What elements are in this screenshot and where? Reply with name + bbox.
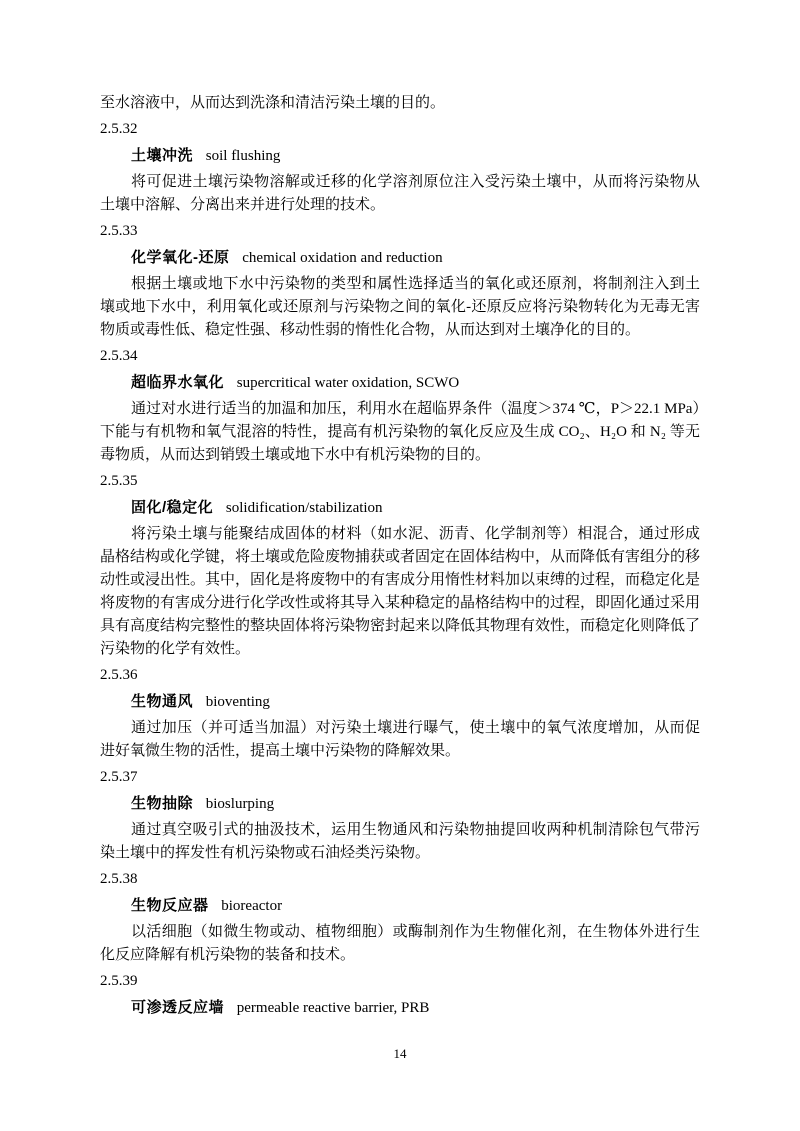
- term-line: [100, 246, 700, 270]
- term-english: supercritical water oxidation, SCWO: [236, 375, 460, 391]
- terminology-section: [100, 766, 700, 865]
- section-number: 2.5.34: [100, 348, 138, 364]
- section-number: 2.5.33: [100, 223, 138, 239]
- page-footer: [0, 1042, 800, 1065]
- term-chinese: 生物通风: [131, 693, 194, 710]
- term-line: [100, 144, 700, 168]
- section-number: 2.5.36: [100, 667, 138, 683]
- term-chinese: 生物抽除: [131, 795, 194, 812]
- term-definition: 以活细胞（如微生物或动、植物细胞）或酶制剂作为生物催化剂，在生物体外进行生化反应降解有机污染物的装备和技术。: [100, 924, 700, 963]
- term-line: [100, 792, 700, 816]
- document-body: [100, 92, 700, 1023]
- term-chinese: 固化/稳定化: [131, 499, 214, 516]
- term-english: chemical oxidation and reduction: [242, 250, 443, 266]
- term-line: [100, 894, 700, 918]
- terminology-section: [100, 345, 700, 467]
- term-definition: 通过对水进行适当的加温和加压，利用水在超临界条件（温度＞374 ℃，P＞22.1 MPa）下能与有机物和氧气混溶的特性，提高有机污染物的氧化反应及生成 CO₂、H₂O 和 N₂ 等无毒物质，从而达到销毁土壤或地下水中有机污染物的目的。: [100, 401, 700, 463]
- section-number: 2.5.35: [100, 473, 138, 489]
- sections: [100, 118, 700, 1020]
- term-line: [100, 690, 700, 714]
- terminology-section: [100, 664, 700, 763]
- terminology-section: [100, 118, 700, 217]
- term-chinese: 土壤冲洗: [131, 147, 194, 164]
- section-number: 2.5.39: [100, 973, 138, 989]
- term-chinese: 可渗透反应墙: [131, 999, 225, 1016]
- term-chinese: 生物反应器: [131, 897, 209, 914]
- term-chinese: 化学氧化-还原: [131, 249, 230, 266]
- term-definition: 通过真空吸引式的抽汲技术，运用生物通风和污染物抽提回收两种机制清除包气带污染土壤中的挥发性有机污染物或石油烃类污染物。: [100, 822, 700, 861]
- term-english: bioslurping: [205, 796, 275, 812]
- term-definition: 将污染土壤与能聚结成固体的材料（如水泥、沥青、化学制剂等）相混合，通过形成晶格结构或化学键，将土壤或危险废物捕获或者固定在固体结构中，从而降低有害组分的移动性或浸出性。其中，固化是将废物中的有害成分用惰性材料加以束缚的过程，而稳定化是将废物的有害成分进行化学改性或将其导入某种稳定的晶格结构中的过程，即固化通过采用具有高度结构完整性的整块固体将污染物密封起来以降低其物理有效性，而稳定化则降低了污染物的化学有效性。: [100, 526, 701, 657]
- terminology-section: [100, 470, 700, 661]
- term-line: [100, 996, 700, 1020]
- section-number: 2.5.37: [100, 769, 138, 785]
- term-chinese: 超临界水氧化: [131, 374, 225, 391]
- term-definition: 通过加压（并可适当加温）对污染土壤进行曝气，使土壤中的氧气浓度增加，从而促进好氧微生物的活性，提高土壤中污染物的降解效果。: [100, 720, 700, 759]
- term-english: bioventing: [205, 694, 270, 710]
- term-english: bioreactor: [221, 898, 283, 914]
- term-line: [100, 371, 700, 395]
- terminology-section: [100, 970, 700, 1020]
- term-definition: 将可促进土壤污染物溶解或迁移的化学溶剂原位注入受污染土壤中，从而将污染物从土壤中溶解、分离出来并进行处理的技术。: [100, 174, 700, 213]
- continuation-paragraph: 至水溶液中，从而达到洗涤和清洁污染土壤的目的。: [100, 95, 446, 111]
- term-english: solidification/stabilization: [225, 500, 383, 516]
- section-number: 2.5.32: [100, 121, 138, 137]
- terminology-section: [100, 868, 700, 967]
- term-english: soil flushing: [205, 148, 281, 164]
- term-line: [100, 496, 700, 520]
- terminology-section: [100, 220, 700, 342]
- term-definition: 根据土壤或地下水中污染物的类型和属性选择适当的氧化或还原剂，将制剂注入到土壤或地下水中，利用氧化或还原剂与污染物之间的氧化-还原反应将污染物转化为无毒无害物质或毒性低、稳定性强、移动性弱的惰性化合物，从而达到对土壤净化的目的。: [100, 276, 700, 338]
- page-number: 14: [393, 1046, 407, 1061]
- section-number: 2.5.38: [100, 871, 138, 887]
- term-english: permeable reactive barrier, PRB: [236, 1000, 430, 1016]
